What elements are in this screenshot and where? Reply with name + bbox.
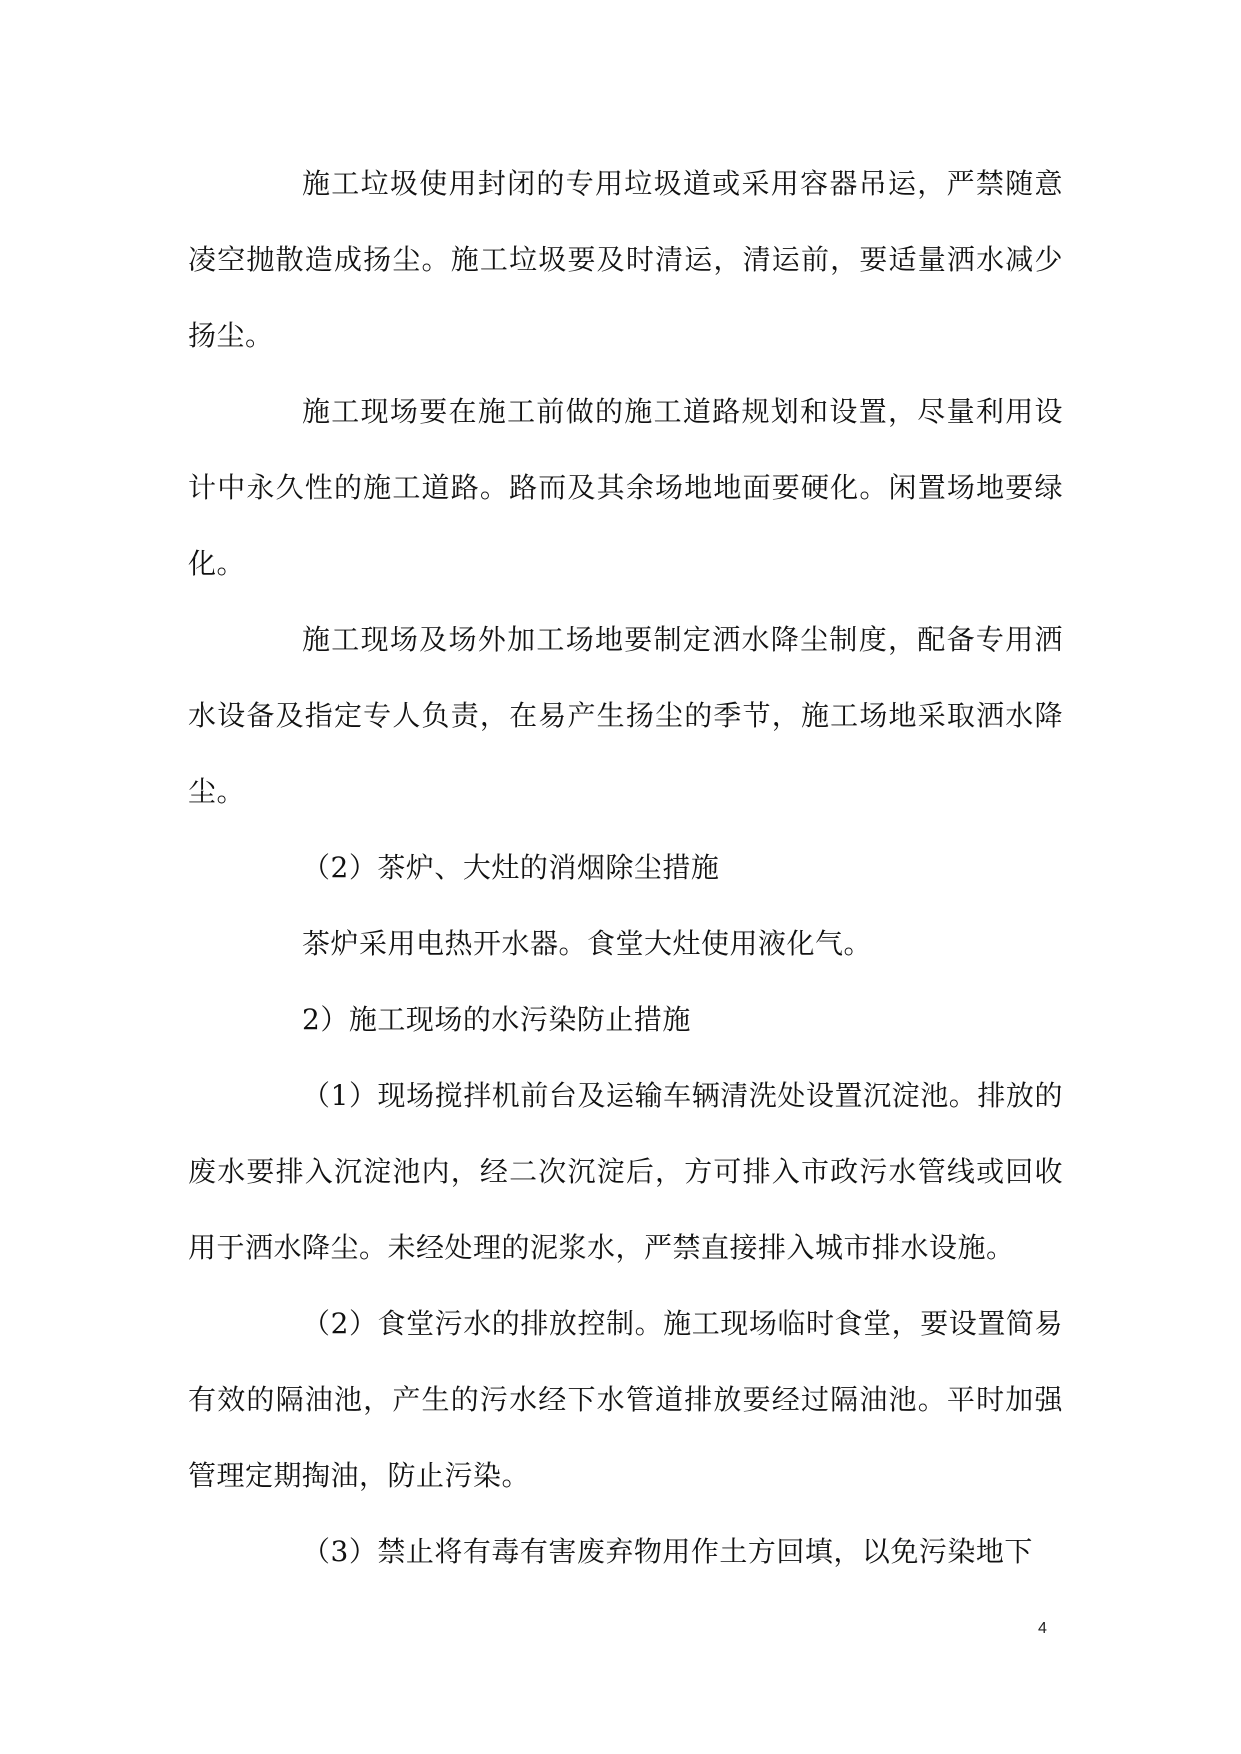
paragraph-sedimentation-tank: （1）现场搅拌机前台及运输车辆清洗处设置沉淀池。排放的废水要排入沉淀池内，经二次沉淀后，方可排入市政污水管线或回收用于洒水降尘。未经处理的泥浆水，严禁直接排入城市排水设施。 (188, 1079, 1063, 1264)
paragraph-canteen-sewage: （2）食堂污水的排放控制。施工现场临时食堂，要设置简易有效的隔油池，产生的污水经下水管道排放要经过隔油池。平时加强管理定期掏油，防止污染。 (188, 1307, 1063, 1492)
body-text (188, 146, 1063, 1590)
page-number: 4 (1038, 1620, 1047, 1637)
paragraph-toxic-waste: （3）禁止将有毒有害废弃物用作土方回填，以免污染地下 (302, 1535, 1033, 1568)
heading-stove-dust-measures: （2）茶炉、大灶的消烟除尘措施 (302, 851, 720, 884)
heading-water-pollution: 2）施工现场的水污染防止措施 (302, 1003, 691, 1036)
paragraph-construction-waste: 施工垃圾使用封闭的专用垃圾道或采用容器吊运，严禁随意凌空抛散造成扬尘。施工垃圾要及时清运，清运前，要适量洒水减少扬尘。 (188, 167, 1063, 352)
paragraph-dust-sprinkling: 施工现场及场外加工场地要制定洒水降尘制度，配备专用洒水设备及指定专人负责，在易产生扬尘的季节，施工场地采取洒水降尘。 (188, 623, 1063, 808)
paragraph-construction-roads: 施工现场要在施工前做的施工道路规划和设置，尽量利用设计中永久性的施工道路。路而及其余场地地面要硬化。闲置场地要绿化。 (188, 395, 1063, 580)
paragraph-stove-fuel: 茶炉采用电热开水器。食堂大灶使用液化气。 (302, 927, 873, 960)
